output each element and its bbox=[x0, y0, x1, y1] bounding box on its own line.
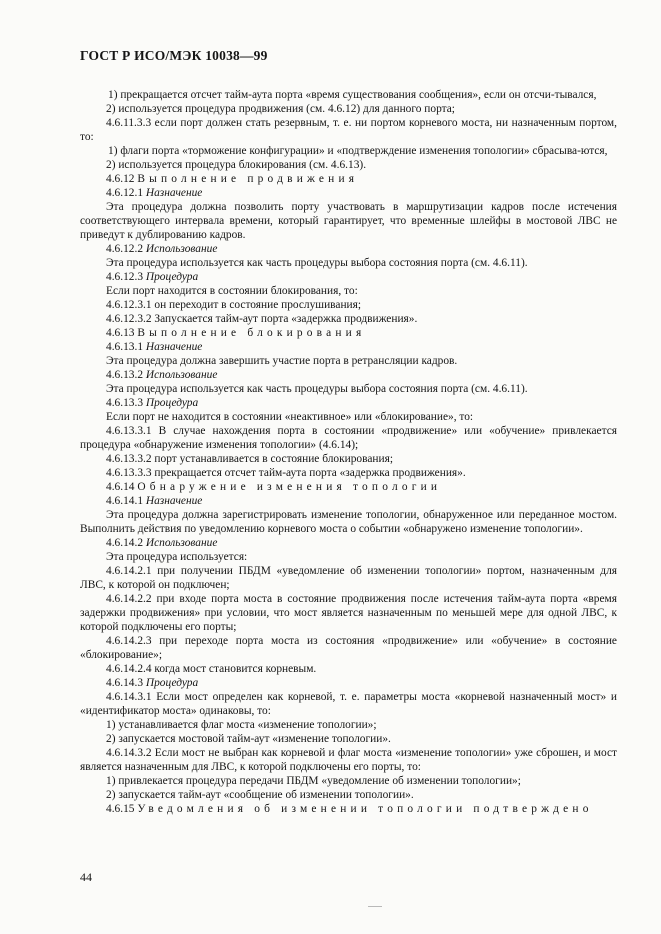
section-title: Использование bbox=[145, 243, 218, 255]
section-number: 4.6.12.2 bbox=[106, 243, 144, 255]
section-number: 4.6.12.3 bbox=[106, 271, 144, 283]
paragraph: 2) используется процедура блокирования (см. 4.6.13). bbox=[106, 159, 367, 171]
paragraph: 4.6.14.2.2 при входе порта моста в состояние продвижения после истечения тайм-аута порта «время задержки продвижения» при условии, что мост является назначенным по меньшей мере для одной ЛВС, к которой подключены его порты; bbox=[80, 593, 617, 633]
section-heading bbox=[80, 480, 617, 494]
section-number: 4.6.12.1 bbox=[106, 187, 144, 199]
paragraph: 4.6.13.3.2 порт устанавливается в состояние блокирования; bbox=[106, 453, 394, 465]
paragraph: 4.6.11.3.3 если порт должен стать резервным, т. е. ни портом корневого моста, ни назначенным портом, то: bbox=[80, 117, 617, 143]
section-number: 4.6.14.3 bbox=[106, 677, 144, 689]
section-heading bbox=[80, 326, 617, 340]
paragraph: 4.6.14.2.4 когда мост становится корневым. bbox=[106, 663, 317, 675]
paragraph: Эта процедура используется: bbox=[106, 551, 248, 563]
section-title: Назначение bbox=[145, 341, 203, 353]
section-number: 4.6.13.2 bbox=[106, 369, 144, 381]
subsection-heading bbox=[80, 340, 617, 354]
section-title: Процедура bbox=[145, 397, 199, 409]
subsection-heading bbox=[80, 676, 617, 690]
section-title: Обнаружение изменения топологии bbox=[137, 481, 442, 493]
paragraph: Если порт находится в состоянии блокирования, то: bbox=[106, 285, 358, 297]
paragraph: 4.6.13.3.3 прекращается отсчет тайм-аута порта «задержка продвижения». bbox=[106, 467, 466, 479]
section-number: 4.6.13.3 bbox=[106, 397, 144, 409]
paragraph: 4.6.14.3.2 Если мост не выбран как корневой и флаг моста «изменение топологии» уже сброшен, и мост является назначенным для ЛВС, к которой подключены его порты, то: bbox=[80, 747, 617, 773]
paragraph: Эта процедура должна позволить порту участвовать в маршрутизации кадров после истечения соответствующего интервала времени, который гарантирует, что временные шлейфы в мостовой ЛВС не приведут к дублированию кадров. bbox=[80, 201, 617, 241]
paragraph: 4.6.12.3.1 он переходит в состояние прослушивания; bbox=[106, 299, 362, 311]
paragraph: 4.6.12.3.2 Запускается тайм-аут порта «задержка продвижения». bbox=[106, 313, 418, 325]
section-heading bbox=[80, 802, 617, 816]
subsection-heading bbox=[80, 186, 617, 200]
subsection-heading bbox=[80, 242, 617, 256]
scan-mark bbox=[368, 906, 382, 907]
paragraph: 1) флаги порта «торможение конфигурации» и «подтверждение изменения топологии» сбрасыва-ются, bbox=[108, 145, 608, 157]
paragraph: 4.6.14.3.1 Если мост определен как корневой, т. е. параметры моста «корневой назначенный мост» и «идентификатор моста» одинаковы, то: bbox=[80, 691, 617, 717]
section-number: 4.6.15 bbox=[106, 803, 135, 815]
paragraph: Если порт не находится в состоянии «неактивное» или «блокирование», то: bbox=[106, 411, 474, 423]
section-number: 4.6.14 bbox=[106, 481, 135, 493]
subsection-heading bbox=[80, 368, 617, 382]
paragraph: 4.6.14.2.3 при переходе порта моста из состояния «продвижение» или «обучение» в состояние «блокирование»; bbox=[80, 635, 617, 661]
subsection-heading bbox=[80, 494, 617, 508]
section-title: Процедура bbox=[145, 271, 199, 283]
section-title: Назначение bbox=[145, 187, 203, 199]
page-number: 44 bbox=[80, 870, 92, 884]
paragraph: Эта процедура используется как часть процедуры выбора состояния порта (см. 4.6.11). bbox=[106, 383, 528, 395]
section-number: 4.6.12 bbox=[106, 173, 135, 185]
paragraph: 1) привлекается процедура передачи ПБДМ «уведомление об изменении топологии»; bbox=[106, 775, 521, 787]
paragraph: 4.6.13.3.1 В случае нахождения порта в состоянии «продвижение» или «обучение» привлекается процедура «обнаружение изменения топологии» (4.6.14); bbox=[80, 425, 617, 451]
paragraph: 2) запускается мостовой тайм-аут «изменение топологии». bbox=[106, 733, 391, 745]
section-title: Уведомления об изменении топологии подтверждено bbox=[137, 803, 593, 815]
section-title: Использование bbox=[145, 369, 218, 381]
subsection-heading bbox=[80, 396, 617, 410]
section-title: Использование bbox=[145, 537, 218, 549]
section-number: 4.6.14.2 bbox=[106, 537, 144, 549]
paragraph: Эта процедура должна зарегистрировать изменение топологии, обнаруженное или переданное мостом. Выполнить действия по уведомлению корневого моста о событии «обнаружено изменение топологии». bbox=[80, 509, 617, 535]
section-title: Назначение bbox=[145, 495, 203, 507]
document-body bbox=[80, 88, 617, 816]
paragraph: 4.6.14.2.1 при получении ПБДМ «уведомление об изменении топологии» портом, назначенным для ЛВС, к которой он подключен; bbox=[80, 565, 617, 591]
paragraph: Эта процедура должна завершить участие порта в ретрансляции кадров. bbox=[106, 355, 458, 367]
section-number: 4.6.13 bbox=[106, 327, 135, 339]
paragraph: 1) устанавливается флаг моста «изменение топологии»; bbox=[106, 719, 377, 731]
section-number: 4.6.13.1 bbox=[106, 341, 144, 353]
paragraph: 1) прекращается отсчет тайм-аута порта «время существования сообщения», если он отсчи-тывался, bbox=[108, 89, 597, 101]
section-heading bbox=[80, 172, 617, 186]
section-title: Выполнение продвижения bbox=[137, 173, 359, 185]
paragraph: Эта процедура используется как часть процедуры выбора состояния порта (см. 4.6.11). bbox=[106, 257, 528, 269]
document-header: ГОСТ Р ИСО/МЭК 10038—99 bbox=[80, 48, 268, 63]
section-title: Процедура bbox=[145, 677, 199, 689]
paragraph: 2) используется процедура продвижения (см. 4.6.12) для данного порта; bbox=[106, 103, 455, 115]
paragraph: 2) запускается тайм-аут «сообщение об изменении топологии». bbox=[106, 789, 414, 801]
section-number: 4.6.14.1 bbox=[106, 495, 144, 507]
subsection-heading bbox=[80, 536, 617, 550]
subsection-heading bbox=[80, 270, 617, 284]
section-title: Выполнение блокирования bbox=[137, 327, 366, 339]
